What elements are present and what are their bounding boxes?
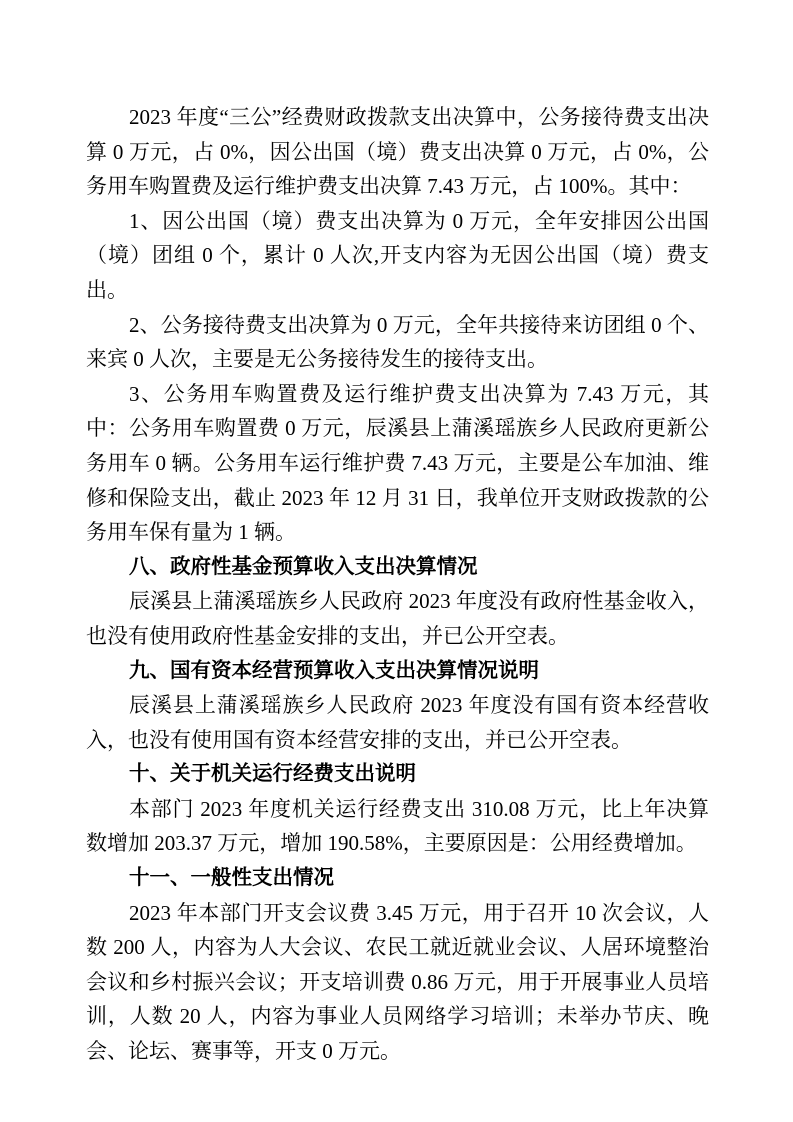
heading-section-9-state-capital: 九、国有资本经营预算收入支出决算情况说明: [129, 658, 539, 682]
para-reception-expense: 2、公务接待费支出决算为 0 万元，全年共接待来访团组 0 个、来宾 0 人次，主要是无公务接待发生的接待支出。: [86, 312, 709, 372]
para-state-capital: 辰溪县上蒲溪瑶族乡人民政府 2023 年度没有国有资本经营收入，也没有使用国有资本经营安排的支出，并已公开空表。: [86, 693, 709, 752]
para-vehicle-expense: 3、公务用车购置费及运行维护费支出决算为 7.43 万元，其中：公务用车购置费 0 万元，辰溪县上蒲溪瑶族乡人民政府更新公务用车 0 辆。公务用车运行维护费 7.43 万元，主要是公车加油、维修和保险支出，截止 2023 年 12 月 31 日，我单位开支财政拨款的公务用车保有量为 1 辆。: [86, 381, 709, 545]
para-abroad-expense: 1、因公出国（境）费支出决算为 0 万元，全年安排因公出国（境）团组 0 个，累计 0 人次,开支内容为无因公出国（境）费支出。: [86, 208, 709, 302]
para-operating-cost: 本部门 2023 年度机关运行经费支出 310.08 万元，比上年决算数增加 203.37 万元，增加 190.58%，主要原因是：公用经费增加。: [86, 796, 709, 856]
heading-section-8-govt-fund: 八、政府性基金预算收入支出决算情况: [129, 554, 478, 578]
para-govt-fund: 辰溪县上蒲溪瑶族乡人民政府 2023 年度没有政府性基金收入，也没有使用政府性基金安排的支出，并已公开空表。: [86, 589, 709, 648]
document-content: [86, 100, 709, 1069]
heading-section-11-general-expense: 十一、一般性支出情况: [129, 866, 334, 890]
heading-section-10-operating-cost: 十、关于机关运行经费支出说明: [129, 762, 416, 786]
para-general-expense: 2023 年本部门开支会议费 3.45 万元，用于召开 10 次会议，人数 200 人，内容为人大会议、农民工就近就业会议、人居环境整治会议和乡村振兴会议；开支培训费 0.86 万元，用于开展事业人员培训，人数 20 人，内容为事业人员网络学习培训；未举办节庆、晚会、论坛、赛事等，开支 0 万元。: [86, 900, 709, 1064]
para-sangong-summary: 2023 年度“三公”经费财政拨款支出决算中，公务接待费支出决算 0 万元，占 0%，因公出国（境）费支出决算 0 万元，占 0%，公务用车购置费及运行维护费支出决算 7.43 万元，占 100%。其中：: [86, 105, 709, 199]
